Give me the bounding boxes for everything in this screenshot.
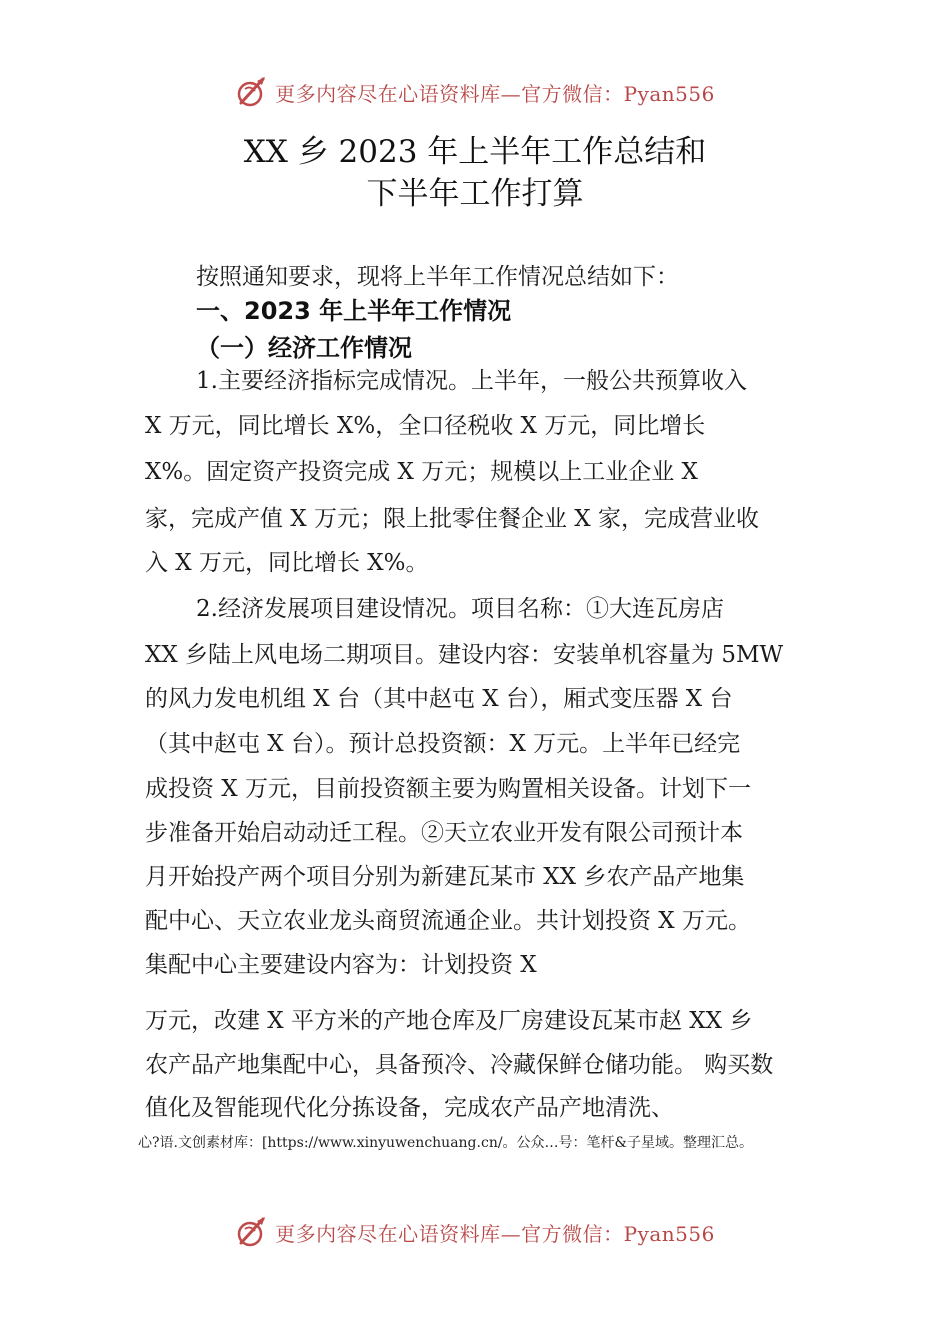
- body-line: 万元，改建 X 平方米的产地仓库及厂房建设瓦某市赵 XX 乡: [145, 1008, 753, 1034]
- footnote-source: 心?语.文创素材库：[https://www.xinyuwenchuang.cn/。公众…号：笔杆&子星域。整理汇总。: [138, 1135, 754, 1151]
- body-line: 步准备开始启动动迁工程。②天立农业开发有限公司预计本: [145, 820, 743, 846]
- brush-logo-icon: [235, 75, 269, 109]
- body-line: 配中心、天立农业龙头商贸流通企业。共计划投资 X 万元。: [145, 908, 751, 934]
- body-line: 月开始投产两个项目分别为新建瓦某市 XX 乡农产品产地集: [145, 864, 745, 890]
- body-line: 成投资 X 万元，目前投资额主要为购置相关设备。计划下一: [145, 776, 751, 802]
- document-title-line-2: 下半年工作打算: [366, 176, 584, 212]
- body-line: 家，完成产值 X 万元；限上批零住餐企业 X 家，完成营业收: [145, 506, 759, 532]
- body-line: X%。固定资产投资完成 X 万元；规模以上工业企业 X: [145, 459, 698, 485]
- body-line: X 万元，同比增长 X%，全口径税收 X 万元，同比增长: [145, 413, 706, 439]
- document-title-line-1: XX 乡 2023 年上半年工作总结和: [243, 134, 707, 170]
- body-line: （其中赵屯 X 台）。预计总投资额：X 万元。上半年已经完: [145, 731, 741, 757]
- subsection-heading: （一）经济工作情况: [196, 334, 412, 362]
- body-line: 2.经济发展项目建设情况。项目名称：①大连瓦房店: [196, 596, 724, 622]
- footer-banner-text: 更多内容尽在心语资料库—官方微信：Pyan556: [275, 1221, 715, 1246]
- header-banner: [0, 70, 950, 114]
- body-line: 集配中心主要建设内容为：计划投资 X: [145, 952, 537, 978]
- body-line: 农产品产地集配中心，具备预冷、冷藏保鲜仓储功能。 购买数: [145, 1052, 774, 1078]
- body-line: XX 乡陆上风电场二期项目。建设内容：安装单机容量为 5MW: [145, 642, 784, 668]
- body-line: 1.主要经济指标完成情况。上半年，一般公共预算收入: [196, 368, 747, 394]
- body-line: 值化及智能现代化分拣设备，完成农产品产地清洗、: [145, 1095, 674, 1121]
- intro-paragraph: 按照通知要求，现将上半年工作情况总结如下：: [196, 264, 679, 290]
- body-line: 入 X 万元，同比增长 X%。: [145, 550, 429, 576]
- section-heading: 一、2023 年上半年工作情况: [196, 297, 512, 325]
- brush-logo-icon: [235, 1215, 269, 1249]
- footer-banner: [0, 1210, 950, 1254]
- body-line: 的风力发电机组 X 台（其中赵屯 X 台），厢式变压器 X 台: [145, 686, 733, 712]
- header-banner-text: 更多内容尽在心语资料库—官方微信：Pyan556: [275, 81, 715, 106]
